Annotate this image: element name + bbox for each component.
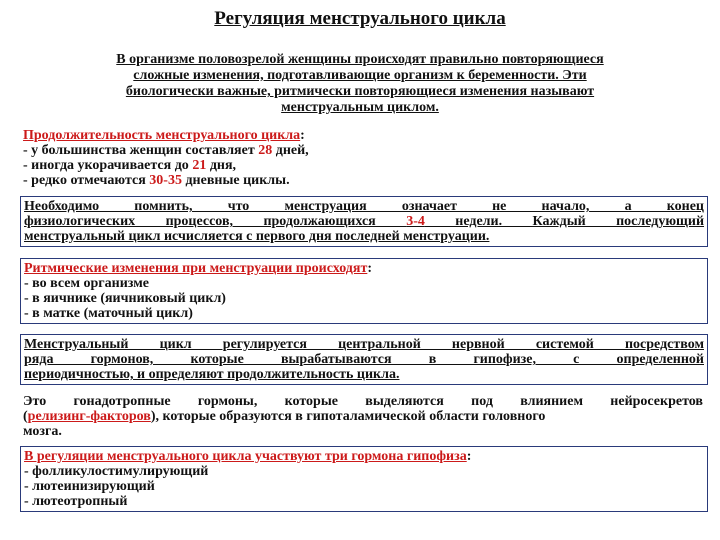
rhythmic-colon: : [367,261,372,276]
note-section [20,196,708,247]
rhythmic-item: - в яичнике (яичниковый цикл) [24,291,226,306]
regulation-line: Менструальный цикл регулируется центральной нервной системой посредством [24,337,704,352]
duration-colon: : [300,128,305,143]
duration-value: 28 [258,143,273,158]
gonadotropic-line: Это гонадотропные гормоны, которые выделяются под влиянием нейросекретов [23,394,703,409]
releasing-factors-term: релизинг-факторов [27,409,151,424]
regulation-line: периодичностью, и определяют продолжительность цикла. [24,367,400,382]
duration-item: - у большинства женщин составляет 28 дней, [23,143,309,158]
rhythmic-section [20,258,708,324]
rhythmic-heading: Ритмические изменения при менструации происходят [24,261,368,276]
note-line: Необходимо помнить, что менструация означает не начало, а конец [24,199,704,214]
intro-line: менструальным циклом. [281,100,439,115]
hormones-colon: : [466,449,472,464]
duration-value: 21 [192,158,207,173]
hormones-heading: В регуляции менструального цикла участвуют три гормона гипофиза [24,449,467,464]
duration-item: - редко отмечаются 30-35 дневные циклы. [23,173,290,188]
rhythmic-item: - в матке (маточный цикл) [24,306,193,321]
note-line: физиологических процессов, продолжающихся 3-4 недели. Каждый последующий [24,214,705,229]
gonadotropic-line: мозга. [23,424,62,439]
duration-value: 30-35 [149,173,182,188]
page-title: Регуляция менструального цикла [214,8,506,29]
intro-line: В организме половозрелой женщины происходят правильно повторяющиеся [116,52,604,67]
hormone-item: - фолликулостимулирующий [24,464,209,479]
hormones-section [20,446,708,512]
gonadotropic-section [20,392,706,441]
regulation-section [20,334,708,385]
duration-item: - иногда укорачивается до 21 дня, [23,158,237,173]
intro-line: сложные изменения, подготавливающие организм к беременности. Эти [133,68,587,83]
duration-heading: Продолжительность менструального цикла [23,128,301,143]
intro-line: биологически важные, ритмически повторяющиеся изменения называют [125,84,595,99]
regulation-line: ряда гормонов, которые вырабатываются в гипофизе, с определенной [24,352,704,367]
hormone-item: - лютеотропный [24,494,128,509]
intro-paragraph [40,52,680,116]
hormone-item: - лютеинизирующий [24,479,155,494]
note-line: менструальный цикл исчисляется с первого дня последней менструации. [24,229,490,244]
rhythmic-item: - во всем организме [24,276,149,291]
note-value: 3-4 [406,214,425,229]
gonadotropic-line: (релизинг-факторов), которые образуются в гипоталамической области головного [23,409,546,424]
duration-section [20,126,706,190]
